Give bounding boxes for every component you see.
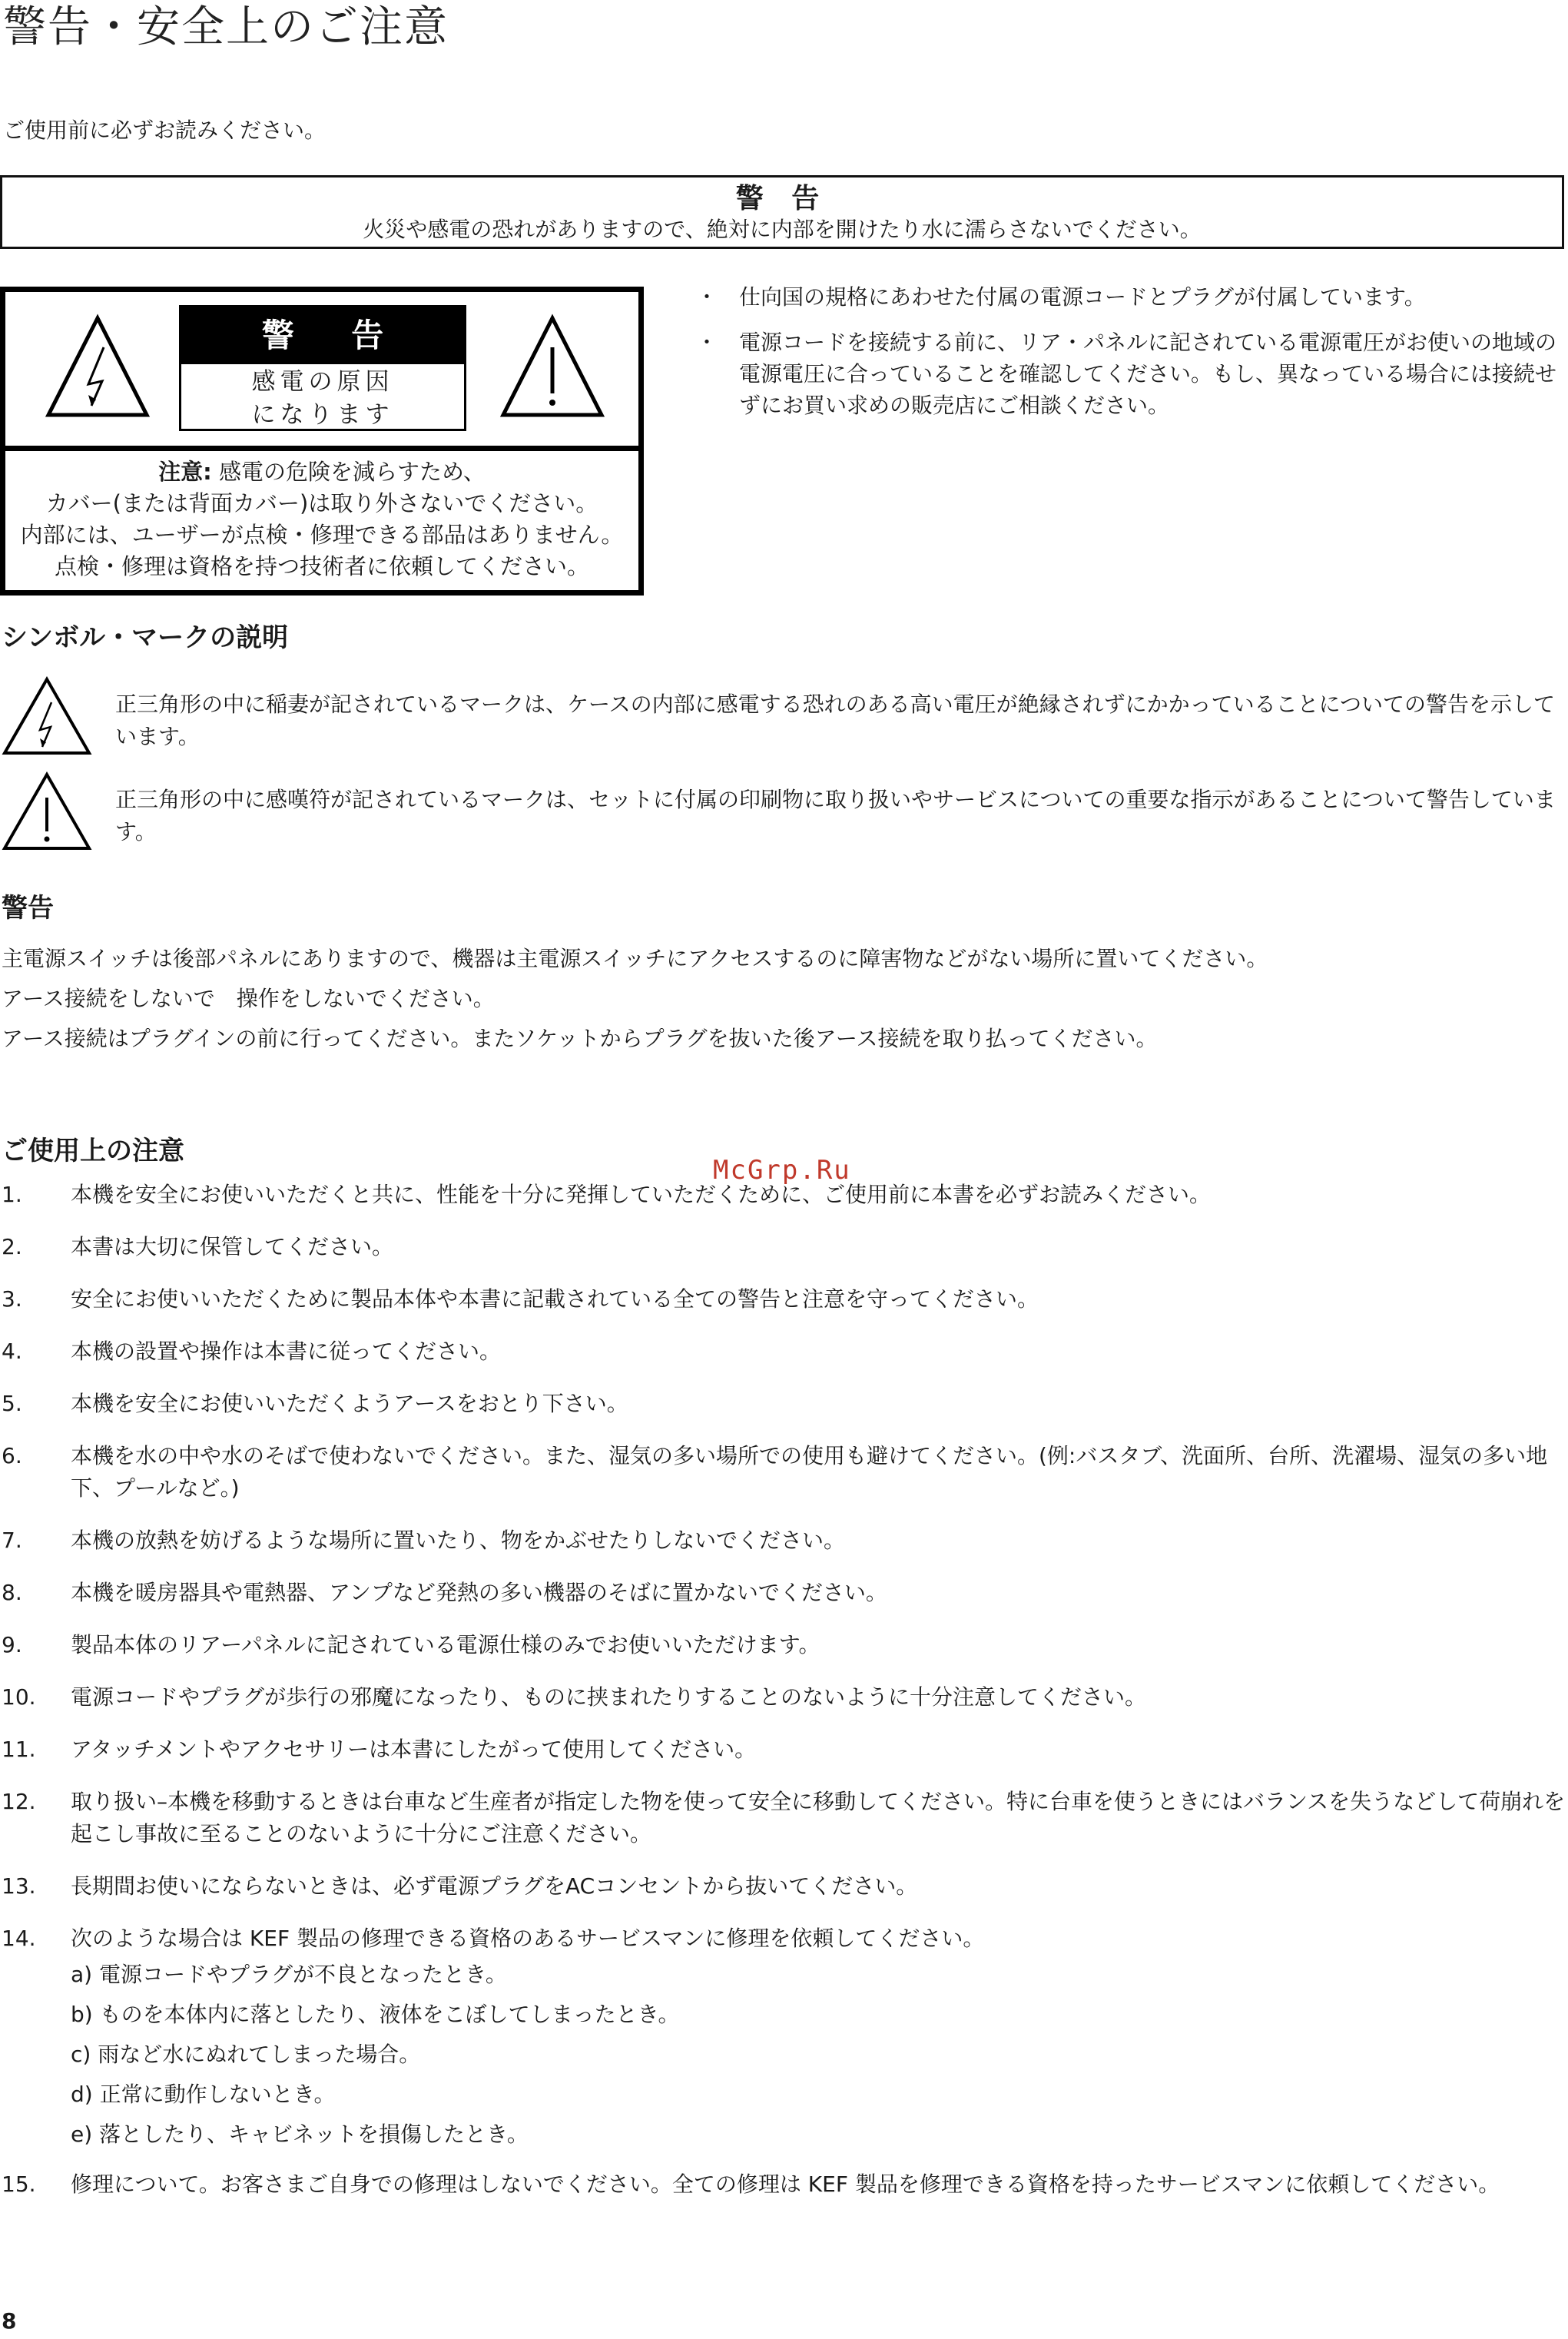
caution-plate-heading: 警 告: [181, 307, 464, 364]
sub-list-item: c) 雨など水にぬれてしまった場合。: [71, 2042, 421, 2067]
list-item: [2, 1681, 1566, 1714]
list-number: 10.: [2, 1684, 36, 1710]
list-text: アタッチメントやアクセサリーは本書にしたがって使用してください。: [71, 1737, 757, 1762]
list-item: [2, 1335, 1566, 1368]
list-text: 本機を安全にお使いいただくようアースをおとり下さい。: [71, 1391, 628, 1416]
sub-list-item: e) 落としたり、キャビネットを損傷したとき。: [71, 2122, 529, 2147]
warning-paragraph-2: アース接続をしないで 操作をしないでください。: [2, 986, 495, 1011]
list-text: 製品本体のリアーパネルに記されている電源仕様のみでお使いいただけます。: [71, 1632, 820, 1657]
list-number: 13.: [2, 1873, 36, 1899]
list-item: [2, 1283, 1566, 1315]
list-number: 5.: [2, 1391, 22, 1416]
caution-line3: 内部には、ユーザーが点検・修理できる部品はありません。: [20, 522, 624, 548]
caution-label: [0, 287, 644, 596]
warning-paragraph-1: 主電源スイッチは後部パネルにありますので、機器は主電源スイッチにアクセスするのに障害物などがない場所に置いてください。: [2, 946, 1268, 971]
list-item: [2, 1629, 1566, 1661]
caution-lead: 注意:: [158, 459, 212, 485]
exclamation-triangle-icon: [499, 314, 606, 421]
list-text: 本書は大切に保管してください。: [71, 1234, 394, 1259]
list-text: 本機の設置や操作は本書に従ってください。: [71, 1339, 502, 1364]
bullet-item: [693, 327, 1561, 421]
list-item: [2, 2168, 1566, 2201]
bullet-item: [693, 281, 1561, 313]
list-number: 3.: [2, 1286, 22, 1312]
list-text: 取り扱い–本機を移動するときは台車など生産者が指定した物を使って安全に移動してください。特に台車を使うときにはバランスを失うなどして荷崩れを起こし事故に至ることのないように十分にご注意ください。: [71, 1789, 1566, 1846]
list-text: 本機の放熱を妨げるような場所に置いたり、物をかぶせたりしないでください。: [71, 1528, 846, 1553]
warning-box-heading: 警 告: [735, 183, 829, 214]
warning-box: [0, 175, 1564, 249]
list-text: 修理について。お客さまご自身での修理はしないでください。全ての修理は KEF 製品を修理できる資格を持ったサービスマンに依頼してください。: [71, 2171, 1500, 2197]
list-item: [2, 1734, 1566, 1766]
list-item: [2, 1786, 1566, 1850]
sub-list-item: b) ものを本体内に落としたり、液体をこぼしてしまったとき。: [71, 2002, 680, 2027]
list-number: 8.: [2, 1580, 22, 1605]
usage-list: [2, 1179, 1566, 2201]
list-text: 次のような場合は KEF 製品の修理できる資格のあるサービスマンに修理を依頼してください。: [71, 1926, 985, 1951]
caution-body: [5, 456, 638, 582]
list-number: 1.: [2, 1182, 22, 1207]
usage-heading: ご使用上の注意: [2, 1136, 184, 1166]
symbols-heading: シンボル・マークの説明: [2, 622, 289, 653]
exclamation-symbol-text: 正三角形の中に感嘆符が記されているマークは、セットに付属の印刷物に取り扱いやサービスについての重要な指示があることについて警告しています。: [115, 787, 1556, 844]
list-text: 安全にお使いいただくために製品本体や本書に記載されている全ての警告と注意を守ってください。: [71, 1286, 1039, 1312]
watermark: McGrp.Ru: [713, 1155, 851, 1186]
list-text: 電源コードやプラグが歩行の邪魔になったり、ものに挟まれたりすることのないように十分注意してください。: [71, 1684, 1147, 1710]
warning-heading: 警告: [2, 893, 54, 924]
list-number: 14.: [2, 1926, 36, 1951]
bullet-text: 電源コードを接続する前に、リア・パネルに記されている電源電圧がお使いの地域の電源電圧に合っていることを確認してください。もし、異なっている場合には接続せずにお買い求めの販売店にご相談ください。: [739, 330, 1557, 418]
list-text: 本機を安全にお使いいただくと共に、性能を十分に発揮していただくために、ご使用前に本書を必ずお読みください。: [71, 1182, 1212, 1207]
list-item: [2, 1440, 1566, 1505]
list-item: [2, 1179, 1566, 1211]
caution-warning-plate: [179, 305, 466, 431]
caution-divider: [5, 446, 638, 451]
list-item: [2, 1870, 1566, 1903]
caution-plate-line1: 感電の原因: [251, 368, 394, 396]
caution-plate-line2: になります: [251, 401, 394, 429]
list-item: [2, 1923, 1566, 2155]
list-number: 2.: [2, 1234, 22, 1259]
lightning-symbol-icon: [2, 676, 92, 756]
list-number: 7.: [2, 1528, 22, 1553]
list-text: 本機を暖房器具や電熱器、アンプなど発熱の多い機器のそばに置かないでください。: [71, 1580, 887, 1605]
intro-text: ご使用前に必ずお読みください。: [3, 118, 327, 143]
warning-paragraph-3: アース接続はプラグインの前に行ってください。またソケットからプラグを抜いた後アース接続を取り払ってください。: [2, 1026, 1158, 1051]
lightning-triangle-icon: [44, 314, 151, 421]
list-number: 9.: [2, 1632, 22, 1657]
list-text: 長期間お使いにならないときは、必ず電源プラグをACコンセントから抜いてください。: [71, 1873, 918, 1899]
sub-list-item: d) 正常に動作しないとき。: [71, 2082, 336, 2107]
caution-line1: 感電の危険を減らすため、: [218, 459, 486, 485]
list-number: 15.: [2, 2171, 36, 2197]
exclamation-symbol-icon: [2, 771, 92, 851]
page-title: 警告・安全上のご注意: [3, 2, 449, 52]
page-number: 8: [2, 2308, 17, 2334]
list-number: 11.: [2, 1737, 36, 1762]
list-item: [2, 1524, 1566, 1557]
list-text: 本機を水の中や水のそばで使わないでください。また、湿気の多い場所での使用も避けてください。(例:バスタブ、洗面所、台所、洗濯場、湿気の多い地下、プールなど。): [71, 1443, 1548, 1501]
list-item: [2, 1231, 1566, 1263]
list-item: [2, 1577, 1566, 1609]
list-number: 6.: [2, 1443, 22, 1468]
caution-line2: カバー(または背面カバー)は取り外さないでください。: [45, 490, 598, 516]
lightning-symbol-text: 正三角形の中に稲妻が記されているマークは、ケースの内部に感電する恐れのある高い電圧が絶縁されずにかかっていることについての警告を示しています。: [115, 692, 1556, 749]
list-number: 4.: [2, 1339, 22, 1364]
sub-list-item: a) 電源コードやプラグが不良となったとき。: [71, 1962, 507, 1987]
bullet-list: [693, 281, 1561, 435]
caution-label-top: [5, 292, 638, 446]
caution-line4: 点検・修理は資格を持つ技術者に依頼してください。: [54, 553, 589, 579]
bullet-mark: ・: [696, 284, 718, 310]
bullet-text: 仕向国の規格にあわせた付属の電源コードとプラグが付属しています。: [739, 284, 1426, 310]
bullet-mark: ・: [696, 330, 718, 355]
list-number: 12.: [2, 1789, 36, 1814]
list-item: [2, 1388, 1566, 1420]
warning-box-text: 火災や感電の恐れがありますので、絶対に内部を開けたり水に濡らさないでください。: [363, 217, 1202, 242]
